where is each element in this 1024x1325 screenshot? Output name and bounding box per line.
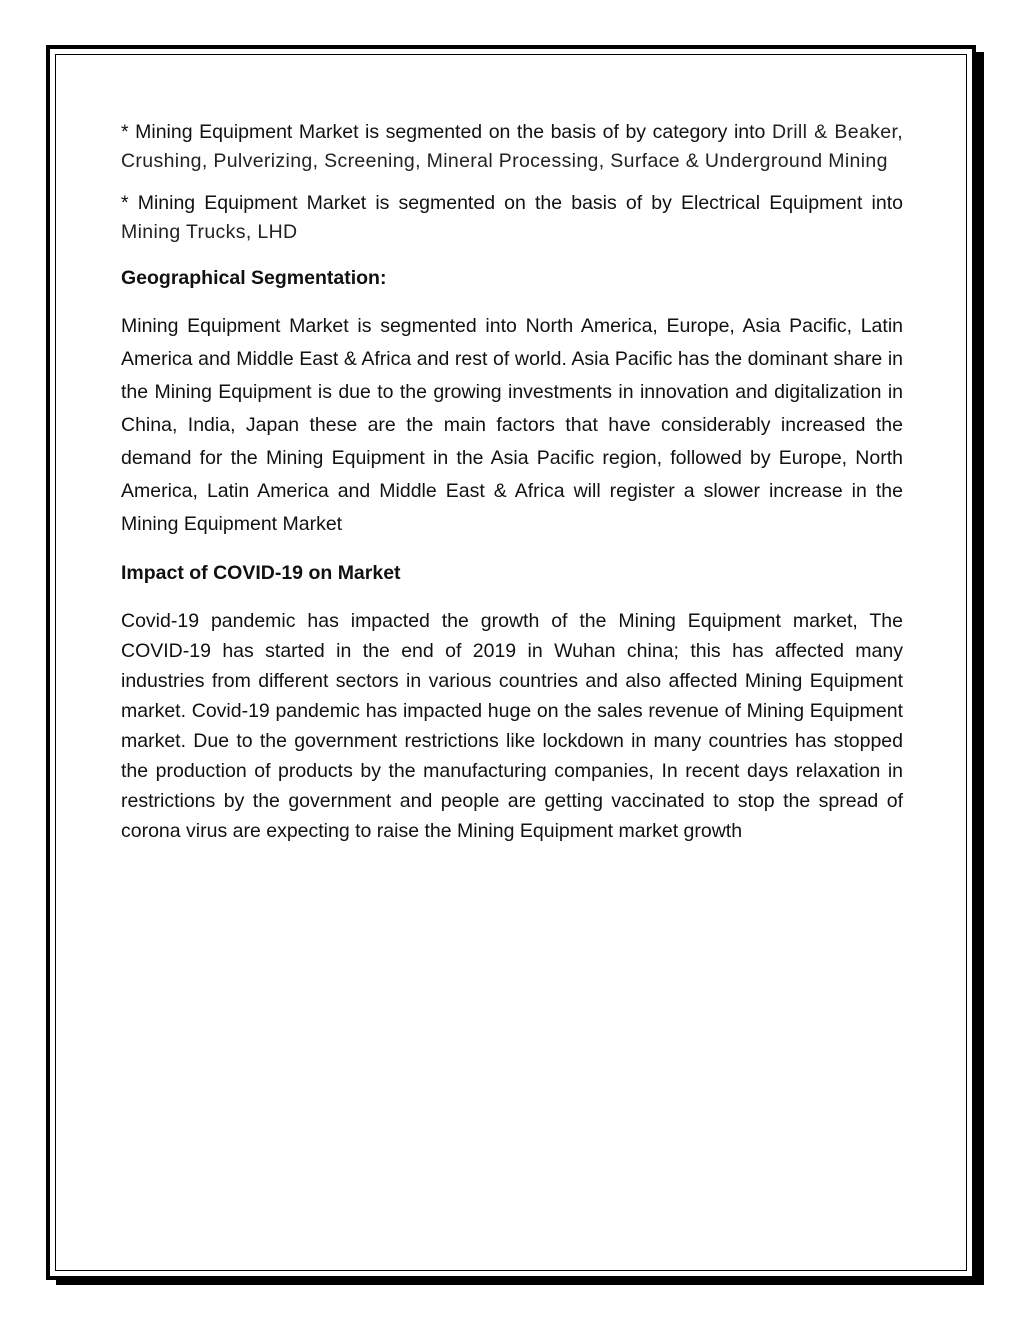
category-segments: Drill & Beaker, Crushing, Pulverizing, Screening, Mineral Processing, Surface & Underground Mining [121, 121, 903, 172]
document-body [121, 118, 903, 846]
geographical-heading: Geographical Segmentation: [121, 267, 387, 289]
geographical-paragraph: Mining Equipment Market is segmented into North America, Europe, Asia Pacific, Latin America and Middle East & Africa and rest of world. Asia Pacific has the dominant share in the Mining Equipment is due to the growing investments in innovation and digitalization in China, India, Japan these are the main factors that have considerably increased the demand for the Mining Equipment in the Asia Pacific region, followed by Europe, North America, Latin America and Middle East & Africa will register a slower increase in the Mining Equipment Market [121, 315, 903, 535]
covid-paragraph: Covid-19 pandemic has impacted the growth of the Mining Equipment market, The COVID-19 has started in the end of 2019 in Wuhan china; this has affected many industries from different sectors in various countries and also affected Mining Equipment market. Covid-19 pandemic has impacted huge on the sales revenue of Mining Equipment market. Due to the government restrictions like lockdown in many countries has stopped the production of products by the manufacturing companies, In recent days relaxation in restrictions by the government and people are getting vaccinated to stop the spread of corona virus are expecting to raise the Mining Equipment market growth [121, 610, 903, 842]
electrical-segmentation-paragraph [121, 189, 903, 246]
category-segmentation-paragraph [121, 118, 903, 175]
electrical-segmentation-lead: * Mining Equipment Market is segmented on the basis of by Electrical Equipment into [121, 192, 903, 214]
category-segmentation-lead: * Mining Equipment Market is segmented on the basis of by category into [121, 121, 772, 143]
covid-heading: Impact of COVID-19 on Market [121, 562, 401, 584]
electrical-segments: Mining Trucks, LHD [121, 220, 298, 243]
